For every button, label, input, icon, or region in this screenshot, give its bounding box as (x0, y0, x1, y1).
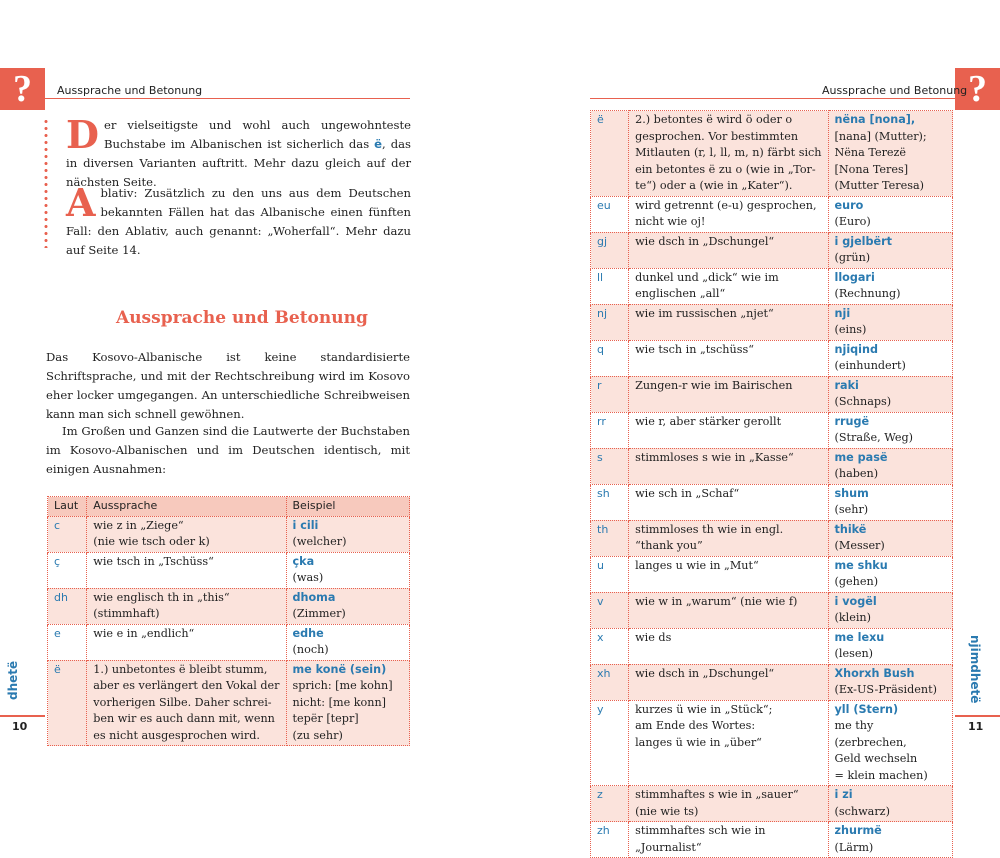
example-word: rrugë (834, 414, 870, 428)
example-word: thikë (834, 522, 867, 536)
example-word: me konë (sein) (292, 662, 387, 676)
aussprache-line: (nie wie ts) (635, 804, 699, 818)
cell-aussprache (629, 196, 828, 232)
example-gloss: Geld wechseln (834, 752, 918, 765)
example-gloss: me thy (834, 719, 874, 732)
header-aussprache: Aussprache (87, 497, 286, 517)
pronunciation-table-left (47, 496, 410, 746)
cell-beispiel (828, 520, 952, 556)
drop-cap-a: A (66, 180, 96, 225)
cell-beispiel (828, 822, 952, 858)
cell-laut: e (48, 624, 87, 660)
example-gloss: (Ex-US-Präsident) (834, 683, 937, 696)
example-word: raki (834, 378, 859, 392)
example-gloss: nicht: [me konn] (292, 695, 387, 709)
table-row (591, 484, 953, 520)
table-row (591, 700, 953, 786)
aussprache-line: stimmhaftes s wie in „sauer“ (635, 788, 799, 801)
cell-aussprache (629, 664, 828, 700)
table-row (591, 556, 953, 592)
example-gloss: Nëna Terezë (834, 146, 907, 159)
table-row (48, 552, 410, 588)
cell-beispiel (286, 624, 409, 660)
example-word: i zi (834, 788, 853, 801)
cell-laut: dh (48, 588, 87, 624)
aussprache-line: wie r, aber stärker gerollt (635, 414, 782, 428)
example-word: zhurmë (834, 824, 882, 837)
aussprache-line: wie tsch in „tschüss“ (635, 342, 754, 356)
cell-beispiel (828, 448, 952, 484)
cell-beispiel (286, 552, 409, 588)
cell-aussprache (87, 588, 286, 624)
aussprache-line: „Journalist“ (635, 840, 702, 854)
table-row (591, 664, 953, 700)
example-gloss: (schwarz) (834, 804, 890, 818)
cell-beispiel (828, 786, 952, 822)
example-word: njiqind (834, 342, 878, 356)
cell-aussprache (87, 516, 286, 552)
aussprache-line: am Ende des Wortes: (635, 719, 756, 732)
cell-aussprache (629, 822, 828, 858)
cell-beispiel (828, 556, 952, 592)
example-gloss: (haben) (834, 467, 879, 480)
cell-laut: x (591, 628, 629, 664)
cell-laut: v (591, 592, 629, 628)
pronunciation-table-right (590, 110, 953, 858)
example-word: i cili (292, 518, 319, 532)
example-word: euro (834, 198, 864, 212)
cell-laut: ç (48, 552, 87, 588)
cell-aussprache (629, 592, 828, 628)
aussprache-line: wie e in „endlich“ (93, 626, 195, 640)
cell-beispiel (828, 304, 952, 340)
table-row (48, 516, 410, 552)
cell-laut: sh (591, 484, 629, 520)
table-row (591, 520, 953, 556)
cell-aussprache (629, 520, 828, 556)
cell-laut: s (591, 448, 629, 484)
cell-beispiel (286, 588, 409, 624)
aussprache-line: nicht wie oj! (635, 215, 706, 228)
section-paragraph-1: Das Kosovo-Albanische ist keine standardisierte Schriftsprache, und mit der Rechtschreibung wird im Kosovo eher locker umgegangen. An unterschiedliche Schreibweisen kann man sich schnell gewöhnen. (46, 350, 410, 421)
example-word: çka (292, 554, 315, 568)
cell-aussprache (87, 552, 286, 588)
example-gloss: (Messer) (834, 539, 885, 552)
cell-laut: ll (591, 268, 629, 304)
cell-aussprache (629, 700, 828, 786)
aussprache-line: englischen „all“ (635, 287, 726, 300)
cell-beispiel (286, 660, 409, 746)
cell-aussprache (629, 628, 828, 664)
example-gloss: (Schnaps) (834, 395, 892, 408)
cell-beispiel (828, 111, 952, 197)
example-word: i gjelbërt (834, 234, 892, 248)
example-word: me pasë (834, 450, 888, 464)
table-row (591, 786, 953, 822)
question-badge-icon: ? (955, 68, 1000, 110)
cell-beispiel (828, 412, 952, 448)
example-gloss: (noch) (292, 643, 329, 656)
example-gloss: (gehen) (834, 575, 879, 588)
example-word: me shku (834, 558, 888, 572)
example-gloss: sprich: [me kohn] (292, 679, 393, 692)
aussprache-line: kurzes ü wie in „Stück“; (635, 702, 773, 716)
cell-beispiel (828, 484, 952, 520)
cell-laut: z (591, 786, 629, 822)
example-gloss: (Lärm) (834, 840, 874, 854)
cell-laut: gj (591, 232, 629, 268)
table-row (591, 412, 953, 448)
cell-aussprache (629, 268, 828, 304)
page-number-right: 11 (968, 720, 984, 733)
aussprache-line: langes ü wie in „über“ (635, 735, 762, 749)
table-header-row (48, 497, 410, 517)
example-gloss: (klein) (834, 611, 872, 624)
aussprache-line: ein betontes ë zu o (wie in „Tor- (635, 162, 816, 176)
aussprache-line: wird getrennt (e-u) gesprochen, (635, 198, 817, 212)
aussprache-line: wie w in „warum“ (nie wie f) (635, 594, 798, 608)
table-row (591, 232, 953, 268)
aussprache-line: wie im russischen „njet“ (635, 306, 774, 320)
table-row (591, 268, 953, 304)
cell-laut: zh (591, 822, 629, 858)
dotted-margin-line (44, 118, 48, 248)
header-laut: Laut (48, 497, 87, 517)
cell-beispiel (828, 376, 952, 412)
cell-aussprache (629, 786, 828, 822)
example-gloss: (was) (292, 571, 324, 584)
page-word-right: njimdhetë (968, 635, 982, 704)
aussprache-line: Zungen-r wie im Bairischen (635, 378, 793, 392)
intro-paragraph-1: Der vielseitigste und wohl auch ungewohnteste Buchstabe im Albanischen ist sicherlich das ë, das in diversen Varianten auftritt. Mehr dazu gleich auf der nächsten Seite. (66, 112, 412, 189)
cell-beispiel (828, 664, 952, 700)
example-word: edhe (292, 626, 324, 640)
aussprache-line: wie englisch th in „this“ (93, 590, 230, 604)
cell-beispiel (828, 268, 952, 304)
aussprache-line: ben wir es auch dann mit, wenn (93, 712, 275, 725)
example-gloss: tepër [tepr] (292, 712, 359, 725)
cell-laut: u (591, 556, 629, 592)
aussprache-line: dunkel und „dick“ wie im (635, 270, 779, 284)
intro-paragraph-2: Ablativ: Zusätzlich zu den uns aus dem Deutschen bekannten Fällen hat das Albanische einen fünften Fall: den Ablativ, auch genannt: „Woherfall“. Mehr dazu auf Seite 14. (66, 180, 411, 257)
table-row (591, 111, 953, 197)
cell-aussprache (629, 412, 828, 448)
example-word: i vogël (834, 594, 877, 608)
cell-laut: ë (48, 660, 87, 746)
example-word: yll (Stern) (834, 702, 899, 716)
example-word: Xhorxh Bush (834, 666, 915, 680)
cell-laut: ë (591, 111, 629, 197)
cell-beispiel (828, 628, 952, 664)
header-rule-right (590, 98, 955, 99)
example-gloss: (zu sehr) (292, 728, 343, 742)
example-gloss: (zerbrechen, (834, 735, 907, 749)
cell-aussprache (87, 660, 286, 746)
section-paragraph-2: Im Großen und Ganzen sind die Lautwerte der Buchstaben im Kosovo-Albanischen und im Deutschen identisch, mit einigen Ausnahmen: (46, 424, 410, 476)
example-gloss: = klein machen) (834, 768, 928, 782)
example-gloss: (sehr) (834, 503, 869, 516)
section-title: Aussprache und Betonung (116, 308, 368, 328)
table-row (48, 588, 410, 624)
example-word: llogari (834, 270, 875, 284)
aussprache-line: wie dsch in „Dschungel“ (635, 234, 775, 248)
cell-aussprache (629, 340, 828, 376)
example-gloss: (Rechnung) (834, 287, 901, 300)
table-row (591, 304, 953, 340)
example-gloss: (Straße, Weg) (834, 431, 913, 444)
example-gloss: [Nona Teres] (834, 162, 909, 176)
cell-laut: xh (591, 664, 629, 700)
table-row (591, 376, 953, 412)
cell-aussprache (87, 624, 286, 660)
aussprache-line: stimmloses th wie in engl. (635, 522, 784, 536)
aussprache-line: vorherigen Silbe. Daher schrei- (93, 695, 272, 709)
example-gloss: (Mutter Teresa) (834, 179, 925, 192)
cell-aussprache (629, 111, 828, 197)
cell-beispiel (828, 232, 952, 268)
aussprache-line: es nicht ausgesprochen wird. (93, 728, 260, 742)
example-gloss: (einhundert) (834, 359, 906, 372)
question-badge-icon: ? (0, 68, 45, 110)
running-title-left: Aussprache und Betonung (57, 84, 203, 97)
cell-laut: eu (591, 196, 629, 232)
header-rule-left (45, 98, 410, 99)
cell-laut: th (591, 520, 629, 556)
example-gloss: (eins) (834, 323, 867, 336)
aussprache-line: Mitlauten (r, l, ll, m, n) färbt sich (635, 146, 822, 159)
aussprache-line: wie sch in „Schaf“ (635, 486, 740, 500)
aussprache-line: aber es verlängert den Vokal der (93, 679, 280, 692)
example-gloss: (welcher) (292, 535, 347, 548)
cell-beispiel (828, 592, 952, 628)
aussprache-line: te“) oder a (wie in „Kater“). (635, 179, 793, 192)
cell-aussprache (629, 304, 828, 340)
aussprache-line: gesprochen. Vor bestimmten (635, 129, 799, 143)
page-number-left: 10 (12, 720, 28, 733)
running-title-right: Aussprache und Betonung (822, 84, 968, 97)
cell-aussprache (629, 376, 828, 412)
table-row (591, 340, 953, 376)
table-row (48, 660, 410, 746)
example-gloss: (grün) (834, 251, 871, 264)
table-row (591, 448, 953, 484)
aussprache-line: stimmloses s wie in „Kasse“ (635, 450, 794, 464)
footer-bar-right (955, 715, 1000, 717)
aussprache-line: langes u wie in „Mut“ (635, 558, 759, 572)
table-row (591, 196, 953, 232)
cell-laut: q (591, 340, 629, 376)
cell-beispiel (828, 340, 952, 376)
aussprache-line: wie dsch in „Dschungel“ (635, 666, 775, 680)
aussprache-line: “thank you” (635, 539, 703, 552)
cell-beispiel (828, 196, 952, 232)
cell-laut: y (591, 700, 629, 786)
table-row (48, 624, 410, 660)
example-word: me lexu (834, 630, 885, 644)
aussprache-line: (stimmhaft) (93, 607, 160, 620)
cell-laut: r (591, 376, 629, 412)
aussprache-line: stimmhaftes sch wie in (635, 824, 766, 837)
aussprache-line: (nie wie tsch oder k) (93, 535, 210, 548)
cell-beispiel (286, 516, 409, 552)
example-gloss: (lesen) (834, 647, 874, 660)
cell-aussprache (629, 232, 828, 268)
cell-laut: nj (591, 304, 629, 340)
example-word: nji (834, 306, 851, 320)
example-word: shum (834, 486, 869, 500)
aussprache-line: wie ds (635, 630, 672, 644)
example-word: dhoma (292, 590, 336, 604)
cell-laut: c (48, 516, 87, 552)
example-gloss: (Euro) (834, 215, 871, 228)
example-gloss: (Zimmer) (292, 607, 346, 620)
page-word-left: dhetë (6, 660, 20, 700)
cell-beispiel (828, 700, 952, 786)
header-beispiel: Beispiel (286, 497, 409, 517)
example-gloss: [nana] (Mutter); (834, 129, 927, 143)
example-word: nëna [nona], (834, 113, 916, 126)
table-row (591, 592, 953, 628)
drop-cap-d: D (66, 112, 99, 157)
table-row (591, 822, 953, 858)
aussprache-line: 2.) betontes ë wird ö oder o (635, 113, 793, 126)
cell-laut: rr (591, 412, 629, 448)
cell-aussprache (629, 448, 828, 484)
aussprache-line: 1.) unbetontes ë bleibt stumm, (93, 662, 268, 676)
cell-aussprache (629, 484, 828, 520)
aussprache-line: wie z in „Ziege“ (93, 518, 184, 532)
footer-bar-left (0, 715, 45, 717)
cell-aussprache (629, 556, 828, 592)
table-row (591, 628, 953, 664)
aussprache-line: wie tsch in „Tschüss“ (93, 554, 214, 568)
